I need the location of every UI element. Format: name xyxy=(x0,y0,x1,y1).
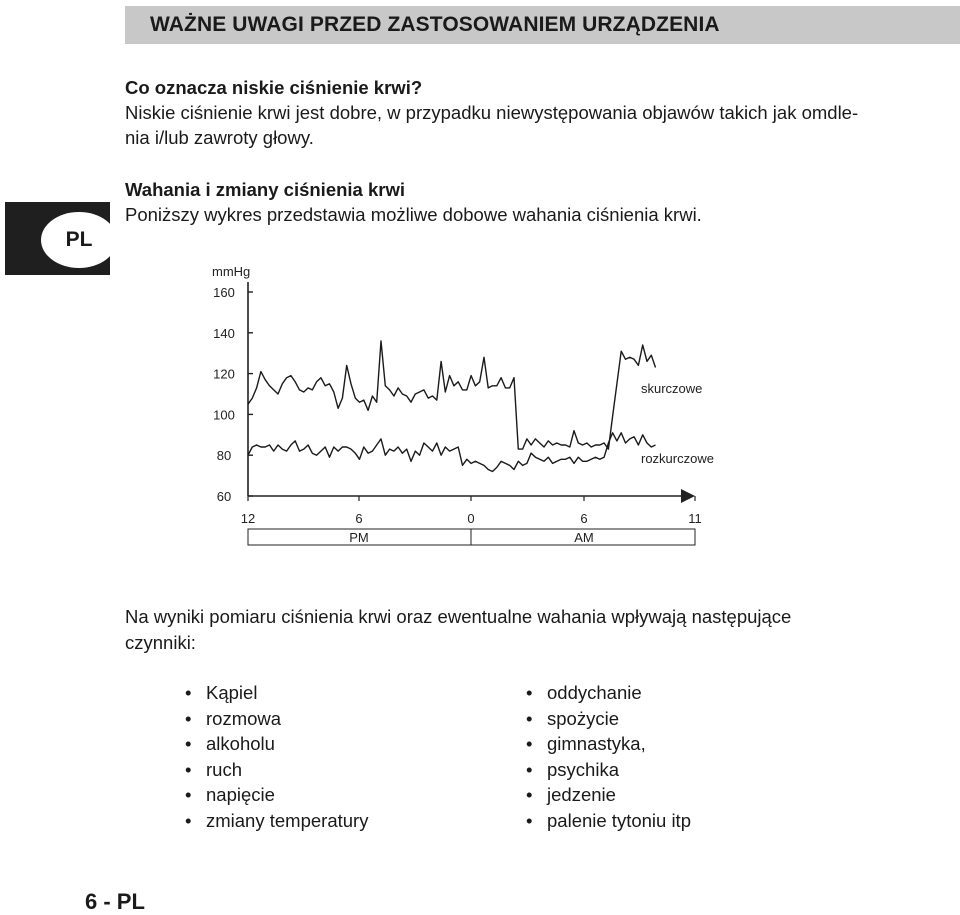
y-tick-label: 160 xyxy=(213,285,235,300)
period-label-am: AM xyxy=(574,530,594,545)
x-tick-label: 11 xyxy=(688,511,702,526)
page-number: 6 - PL xyxy=(85,889,145,914)
x-tick-label: 6 xyxy=(580,511,588,526)
period-label-pm: PM xyxy=(349,530,369,545)
factors-list-left xyxy=(185,680,368,834)
list-item: • rozmowa xyxy=(185,707,282,729)
series-label-1: rozkurczowe xyxy=(641,451,714,466)
y-tick-label: 120 xyxy=(213,366,235,382)
y-axis-unit: mmHg xyxy=(212,264,251,279)
series-line-0 xyxy=(248,341,656,449)
section1-heading: Co oznacza niskie ciśnienie krwi? xyxy=(125,77,423,98)
list-item: • psychika xyxy=(526,758,619,780)
list-item: • Kąpiel xyxy=(185,682,258,703)
factors-list-right xyxy=(526,680,691,834)
factors-intro-line2: czynniki: xyxy=(125,632,196,653)
x-tick-label: 0 xyxy=(467,511,475,526)
section2-heading: Wahania i zmiany ciśnienia krwi xyxy=(125,179,405,200)
series-label-0: skurczowe xyxy=(641,381,703,396)
y-tick-label: 60 xyxy=(216,489,232,504)
x-tick-label: 12 xyxy=(240,511,256,526)
list-item: • palenie tytoniu itp xyxy=(526,809,691,831)
y-tick-label: 140 xyxy=(213,325,235,341)
factors-intro-line1: Na wyniki pomiaru ciśnienia krwi oraz ewentualne wahania wpływają następujące xyxy=(125,606,792,627)
blood-pressure-chart xyxy=(190,260,720,550)
section1-body-line1: Niskie ciśnienie krwi jest dobre, w przypadku niewystępowania objawów takich jak omdle- xyxy=(125,102,859,123)
list-item: • gimnastyka, xyxy=(526,733,646,755)
series-line-1 xyxy=(248,433,656,472)
section1-body-line2: nia i/lub zawroty głowy. xyxy=(125,127,314,148)
list-item: • zmiany temperatury xyxy=(185,809,369,831)
list-item: • alkoholu xyxy=(185,733,275,755)
list-item: • ruch xyxy=(185,758,242,780)
x-axis-arrow-icon xyxy=(681,489,695,503)
list-item: • jedzenie xyxy=(526,784,616,806)
list-item: • napięcie xyxy=(185,784,275,806)
x-tick-label: 6 xyxy=(355,511,363,526)
section2-body: Poniższy wykres przedstawia możliwe dobowe wahania ciśnienia krwi. xyxy=(125,204,702,225)
page-title: WAŻNE UWAGI PRZED ZASTOSOWANIEM URZĄDZENIA xyxy=(150,13,720,36)
y-tick-label: 80 xyxy=(216,448,232,464)
list-item: • spożycie xyxy=(526,707,619,729)
list-item: • oddychanie xyxy=(526,682,642,703)
y-tick-label: 100 xyxy=(213,407,235,423)
language-badge: PL xyxy=(41,212,117,268)
